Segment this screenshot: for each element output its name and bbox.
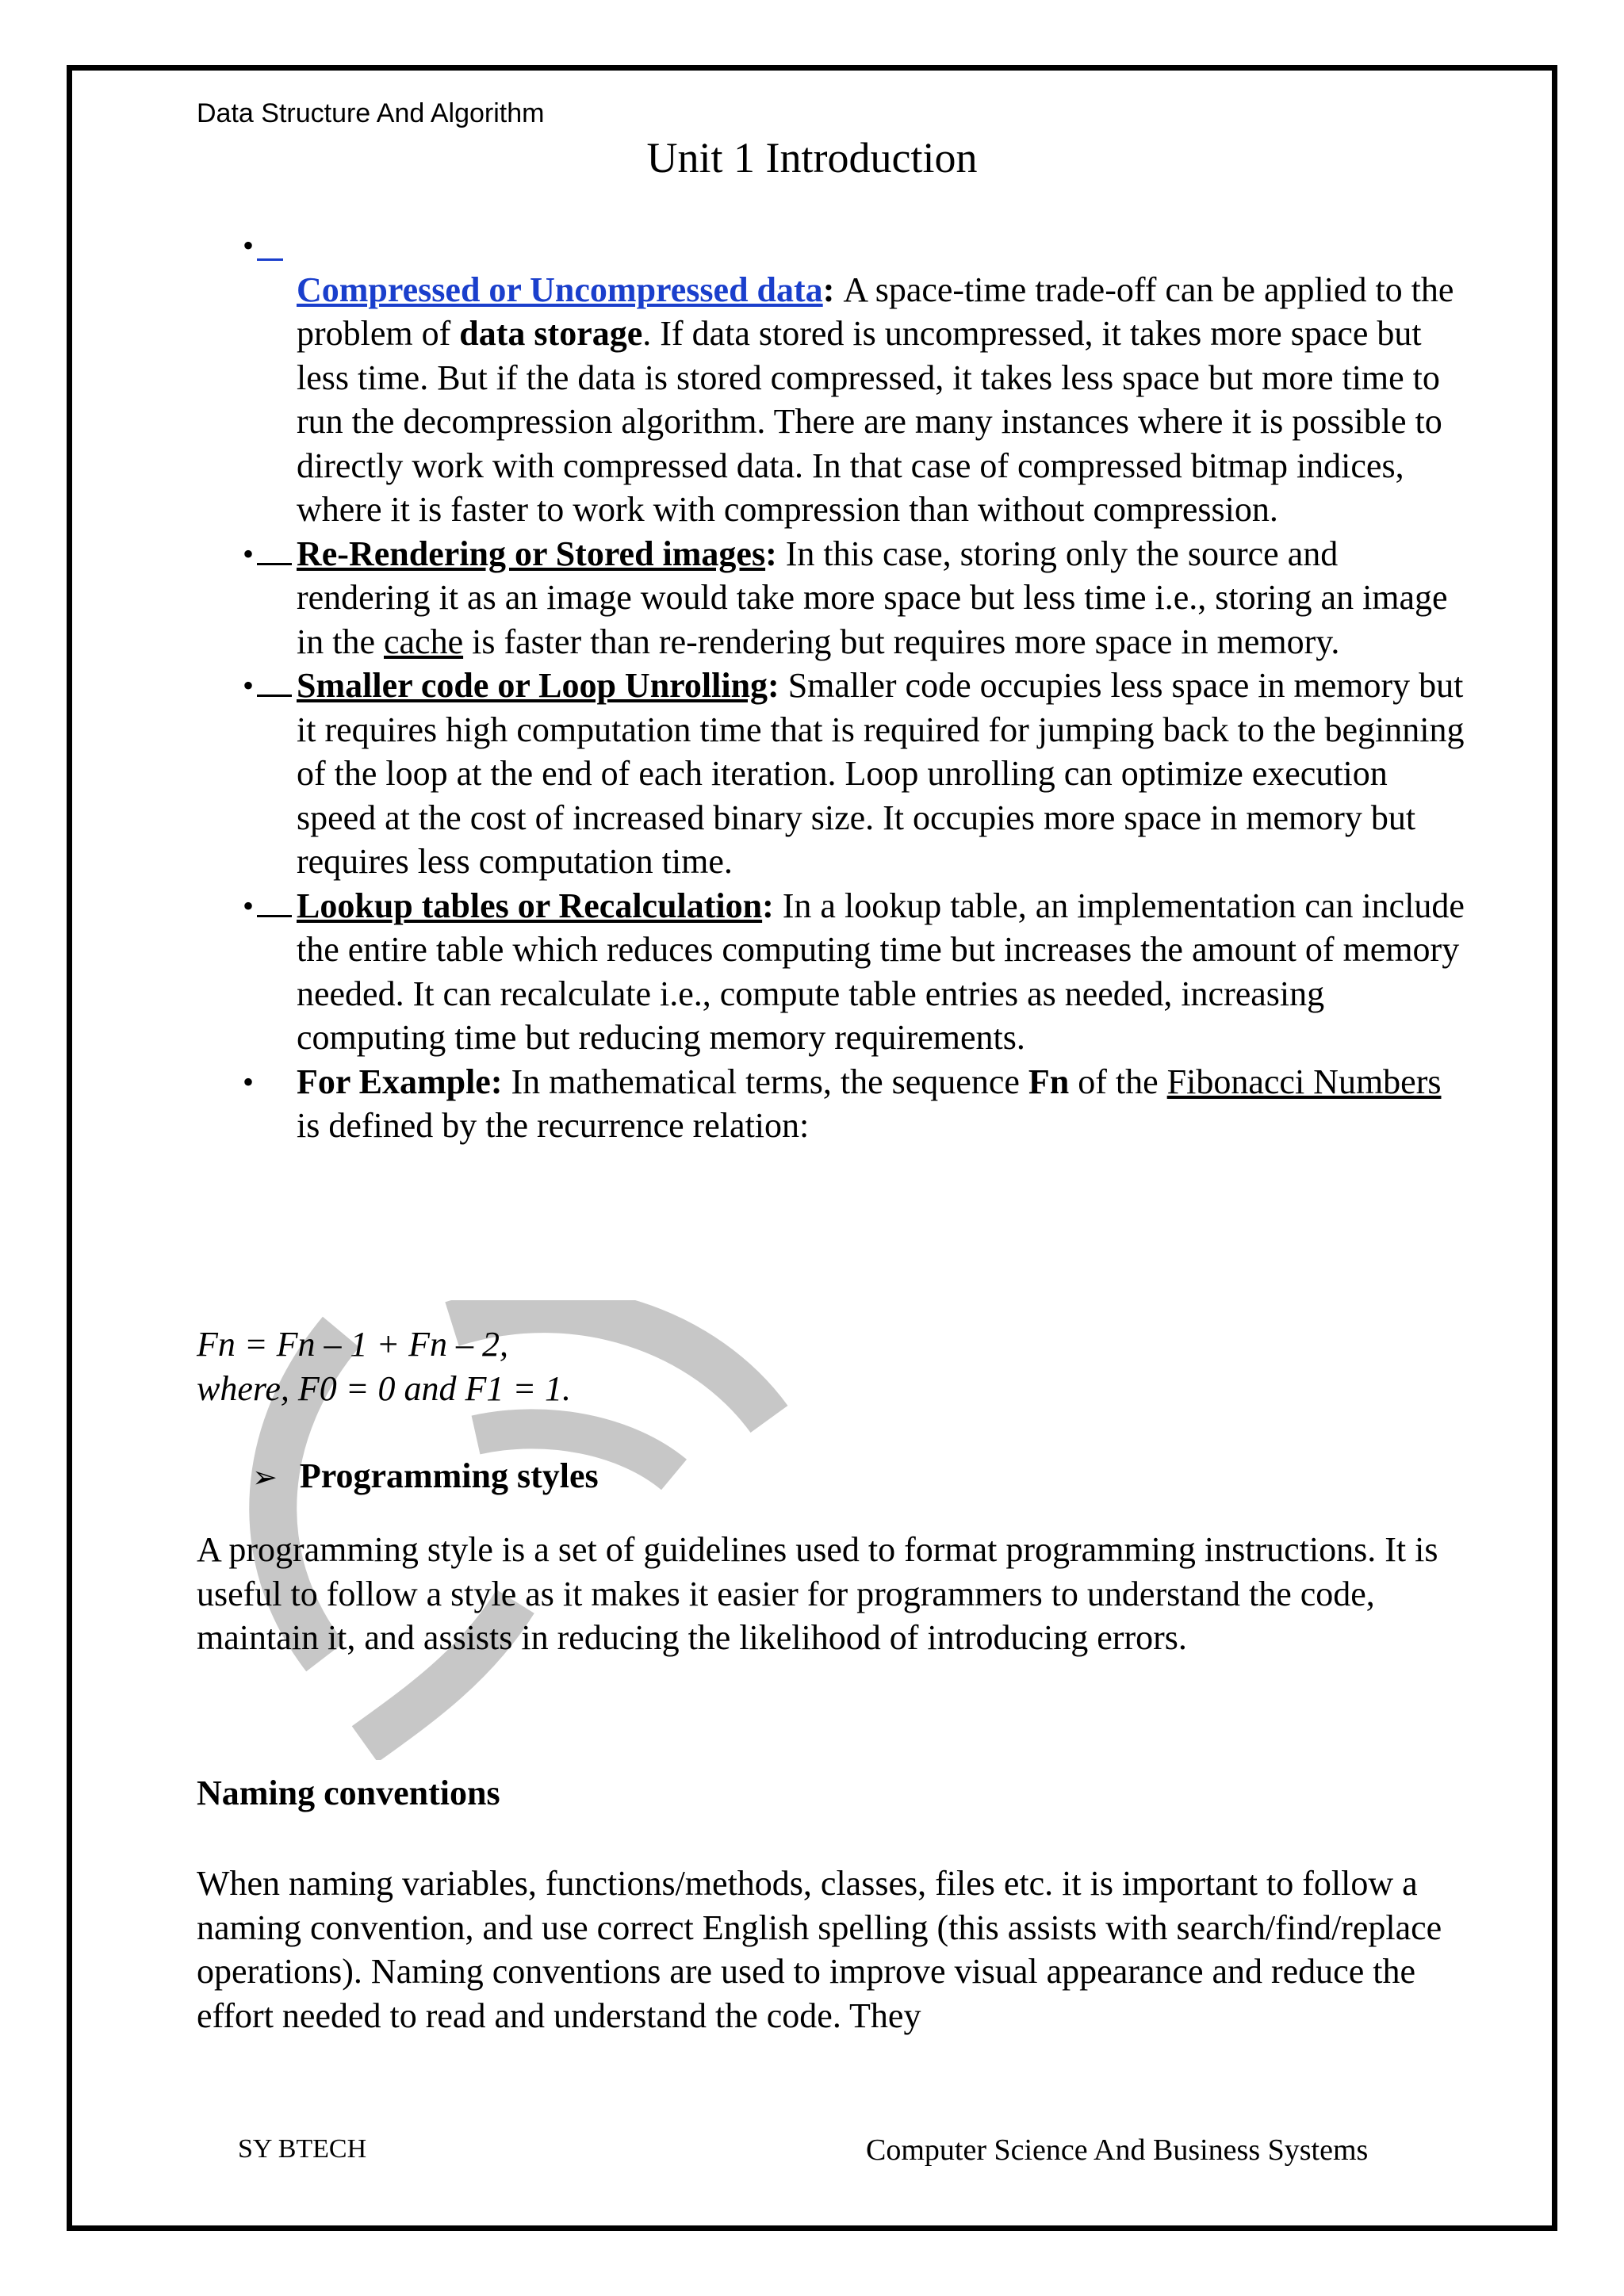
- header-course-name: Data Structure And Algorithm: [197, 98, 545, 128]
- bullet-dot: •: [243, 228, 255, 263]
- bullet-text: of the: [1078, 1062, 1159, 1101]
- fibonacci-link[interactable]: Fibonacci Numbers: [1166, 1062, 1442, 1101]
- example-lead: For Example:: [297, 1062, 503, 1101]
- naming-conventions-paragraph: When naming variables, functions/methods, classes, files etc. it is important to follow a naming convention, and use correct English spelling (this assists with search/find/replace operations). Naming conventions are used to improve visual appearance and reduce the effort needed to read and understand the code. They: [197, 1864, 1442, 2035]
- fibonacci-formula: [197, 1322, 571, 1410]
- list-item: [197, 1060, 1465, 1148]
- bullet-text: is defined by the recurrence relation:: [297, 1106, 810, 1145]
- bold-term: data storage: [459, 314, 643, 353]
- section-heading-programming-styles: ➢ Programming styles: [252, 1456, 599, 1495]
- cache-link[interactable]: cache: [383, 622, 464, 661]
- footer-class: SY BTECH: [238, 2134, 367, 2164]
- bullet-dot: •: [243, 1063, 255, 1100]
- programming-styles-paragraph: A programming style is a set of guidelines used to format programming instructions. It is useful to follow a style as it makes it easier for programmers to understand the code, maintain it, and assists in reducing the likelihood of introducing errors.: [197, 1530, 1438, 1657]
- formula-line: where, F0 = 0 and F1 = 1.: [197, 1368, 572, 1408]
- formula-line: Fn = Fn – 1 + Fn – 2,: [197, 1325, 509, 1364]
- section-heading-naming-conventions: Naming conventions: [197, 1774, 500, 1812]
- arrow-bullet-icon: ➢: [252, 1460, 278, 1494]
- bullet-text: In mathematical terms, the sequence: [511, 1062, 1020, 1101]
- bullet-dot: •: [243, 535, 255, 572]
- term-heading: Lookup tables or Recalculation: [297, 886, 763, 925]
- list-item: • Compressed or Uncompressed data: A space-time trade-off can be applied to the problem of data storage. If data stored is uncompressed, it takes more space but less time. But if the data is stored compressed, it takes less space but more time to run the decompression algorithm. There are many instances where it is possible to directly work with compressed data. In that case of compressed bitmap indices, where it is faster to work with compression than without compression.: [197, 224, 1465, 532]
- bullet-text: A space-time trade-off can be applied to the problem of: [297, 270, 1454, 353]
- bullet-text: is faster than re-rendering but requires more space in memory.: [472, 622, 1340, 661]
- empty-link[interactable]: [257, 224, 283, 268]
- bold-term: Fn: [1028, 1062, 1070, 1101]
- bullet-dot: •: [243, 668, 255, 703]
- list-item: • Re-Rendering or Stored images: In this case, storing only the source and rendering it as an image would take more space but less time i.e., storing an image in the cache is faster than re-rendering but requires more space in memory.: [197, 532, 1465, 664]
- bullet-dot: •: [243, 887, 255, 924]
- term-link-compressed-data[interactable]: Compressed or Uncompressed data: [297, 270, 823, 309]
- footer-department: Computer Science And Business Systems: [866, 2133, 1369, 2167]
- bullet-text: . If data stored is uncompressed, it takes more space but less time. But if the data is stored compressed, it takes less space but more time to run the decompression algorithm. There are many instances where it is possible to directly work with compressed data. In that case of compressed bitmap indices, where it is faster to work with compression than without compression.: [297, 314, 1442, 529]
- term-heading: Smaller code or Loop Unrolling: [297, 666, 768, 705]
- bullet-text: In this case, storing only the source and rendering it as an image would take more space but less time i.e., storing an image in the: [297, 534, 1448, 661]
- term-heading: Re-Rendering or Stored images: [297, 534, 766, 573]
- page-title: Unit 1 Introduction: [646, 134, 978, 182]
- list-item: • Lookup tables or Recalculation: In a lookup table, an implementation can include the entire table which reduces computing time but increases the amount of memory needed. It can recalculate i.e., compute table entries as needed, increasing computing time but reducing memory requirements.: [197, 884, 1465, 1060]
- bullet-list: [197, 224, 1465, 1148]
- bullet-text: Smaller code occupies less space in memory but it requires high computation time that is required for jumping back to the beginning of the loop at the end of each iteration. Loop unrolling can optimize execution speed at the cost of increased binary size. It occupies more space in memory but requires less computation time.: [297, 666, 1465, 881]
- bullet-text: In a lookup table, an implementation can include the entire table which reduces computing time but increases the amount of memory needed. It can recalculate i.e., compute table entries as needed, increasing computing time but reducing memory requirements.: [297, 886, 1465, 1057]
- list-item: • Smaller code or Loop Unrolling: Smaller code occupies less space in memory but it requires high computation time that is required for jumping back to the beginning of the loop at the end of each iteration. Loop unrolling can optimize execution speed at the cost of increased binary size. It occupies more space in memory but requires less computation time.: [197, 664, 1465, 884]
